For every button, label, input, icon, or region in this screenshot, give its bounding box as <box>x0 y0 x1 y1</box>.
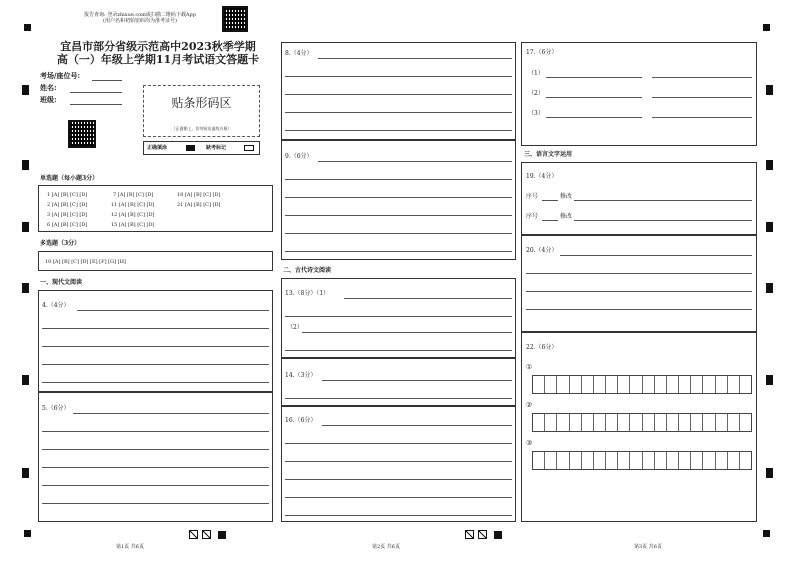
page-mark <box>494 531 502 539</box>
answer-line[interactable] <box>285 233 512 234</box>
answer-line[interactable] <box>302 332 512 333</box>
answer-line[interactable] <box>574 200 752 201</box>
choice-item[interactable]: 7 [A] [B] [C] [D] <box>113 192 154 198</box>
answer-line[interactable] <box>42 467 269 468</box>
q20-box <box>521 235 757 332</box>
answer-line[interactable] <box>285 461 512 462</box>
name-field[interactable] <box>70 92 122 93</box>
q19-box <box>521 162 757 235</box>
q13-label: 13.（8分）（1） <box>285 290 330 297</box>
answer-line[interactable] <box>652 117 752 118</box>
corner-mark <box>763 24 770 31</box>
class-label: 班级: <box>40 95 57 104</box>
timing-mark <box>766 283 773 293</box>
class-field[interactable] <box>70 104 122 105</box>
timing-mark <box>766 468 773 478</box>
barcode-note: （正面朝上，切勿贴出虚线方框） <box>171 126 232 131</box>
q4-label: 4.（4分） <box>42 302 70 309</box>
writing-grid[interactable] <box>532 413 752 432</box>
timing-mark <box>766 222 773 232</box>
choice-item[interactable]: 12 [A] [B] [C] [D] <box>111 212 155 218</box>
student-qr-icon <box>68 120 96 148</box>
choice-item[interactable]: 11 [A] [B] [C] [D] <box>111 202 155 208</box>
answer-line[interactable] <box>285 350 512 351</box>
report-notice-line2: (用户名和初始密码均为准考证号) <box>103 18 177 24</box>
q5-label: 5.（6分） <box>42 405 70 412</box>
timing-mark <box>22 160 29 170</box>
corner-mark <box>24 530 31 537</box>
single-choice-box <box>38 185 273 232</box>
report-notice <box>60 12 220 24</box>
q16-label: 16.（6分） <box>285 417 317 424</box>
choice-item[interactable]: 3 [A] [B] [C] [D] <box>47 212 88 218</box>
answer-line[interactable] <box>285 197 512 198</box>
single-choice-title: 单选题（每小题3分） <box>40 175 99 182</box>
corner-mark <box>24 24 31 31</box>
answer-line[interactable] <box>652 77 752 78</box>
q13-2-label: （2） <box>287 324 303 331</box>
multi-choice-row[interactable]: 10 [A] [B] [C] [D] [E] [F] [G] [H] <box>45 259 126 265</box>
answer-line[interactable] <box>285 497 512 498</box>
barcode-area <box>143 85 260 137</box>
q22-box <box>521 332 757 522</box>
q22-2-label: ② <box>526 401 533 409</box>
hatch-mark-icon <box>202 530 211 539</box>
barcode-label: 贴条形码区 <box>171 96 232 110</box>
answer-line[interactable] <box>546 97 642 98</box>
q9-box <box>281 140 516 260</box>
answer-line[interactable] <box>42 431 269 432</box>
answer-line[interactable] <box>322 425 512 426</box>
writing-grid[interactable] <box>532 375 752 394</box>
q9-label: 9.（6分） <box>285 153 313 160</box>
timing-mark <box>766 375 773 385</box>
q19-seq1-label: 序号 <box>526 193 539 200</box>
name-label: 姓名: <box>40 83 57 92</box>
absent-checkbox[interactable] <box>244 145 254 151</box>
writing-grid[interactable] <box>532 451 752 470</box>
answer-line[interactable] <box>285 76 512 77</box>
choice-item[interactable]: 21 [A] [B] [C] [D] <box>177 202 221 208</box>
answer-line[interactable] <box>285 316 512 317</box>
answer-line[interactable] <box>285 179 512 180</box>
multi-choice-box <box>38 251 273 271</box>
answer-line[interactable] <box>574 220 752 221</box>
report-notice-line1: 报告查询: 登录zhixue.com或扫描二维码下载App <box>84 12 196 18</box>
q4-box <box>38 290 273 392</box>
q19-fix1-label: 修改 <box>560 193 573 200</box>
answer-line[interactable] <box>42 449 269 450</box>
choice-item[interactable]: 18 [A] [B] [C] [D] <box>177 192 221 198</box>
q22-3-label: ③ <box>526 439 533 447</box>
q17-2-label: （2） <box>528 90 544 97</box>
hatch-mark-icon <box>189 530 198 539</box>
answer-line[interactable] <box>560 255 752 256</box>
q19-seq2-label: 序号 <box>526 213 539 220</box>
hatch-mark-icon <box>465 530 474 539</box>
fill-legend <box>143 141 260 155</box>
q19-fix2-label: 修改 <box>560 213 573 220</box>
answer-line[interactable] <box>546 77 642 78</box>
q5-box <box>38 392 273 522</box>
timing-mark <box>766 160 773 170</box>
answer-line[interactable] <box>318 58 512 59</box>
answer-line[interactable] <box>285 112 512 113</box>
correct-fill-label: 正确填涂 <box>147 145 168 151</box>
exam-seat-label: 考场/座位号: <box>40 71 81 80</box>
choice-item[interactable]: 2 [A] [B] [C] [D] <box>47 202 88 208</box>
timing-mark <box>22 375 29 385</box>
q22-label: 22.（6分） <box>526 344 558 351</box>
answer-line[interactable] <box>42 503 269 504</box>
q8-box <box>281 42 516 140</box>
timing-mark <box>22 283 29 293</box>
answer-line[interactable] <box>542 200 558 201</box>
hatch-mark-icon <box>478 530 487 539</box>
choice-item[interactable]: 6 [A] [B] [C] [D] <box>47 222 88 228</box>
answer-line[interactable] <box>77 310 269 311</box>
choice-item[interactable]: 1 [A] [B] [C] [D] <box>47 192 88 198</box>
q14-label: 14.（3分） <box>285 372 317 379</box>
timing-mark <box>22 222 29 232</box>
q19-label: 19.（4分） <box>526 173 558 180</box>
corner-mark <box>763 530 770 537</box>
answer-line[interactable] <box>73 413 269 414</box>
answer-line[interactable] <box>322 380 512 381</box>
choice-item[interactable]: 15 [A] [B] [C] [D] <box>111 222 155 228</box>
multi-choice-title: 多选题（3分） <box>40 240 81 247</box>
timing-mark <box>766 85 773 95</box>
exam-seat-field[interactable] <box>92 80 122 81</box>
answer-line[interactable] <box>42 364 269 365</box>
page-mark <box>218 531 226 539</box>
answer-line[interactable] <box>546 117 642 118</box>
q17-1-label: （1） <box>528 70 544 77</box>
answer-line[interactable] <box>652 97 752 98</box>
q17-3-label: （3） <box>528 110 544 117</box>
section-modern-reading: 一、现代文阅读 <box>40 279 83 286</box>
answer-line[interactable] <box>285 479 512 480</box>
page-number-3: 第3页 共6页 <box>634 544 662 550</box>
answer-line[interactable] <box>285 515 512 516</box>
answer-line[interactable] <box>285 215 512 216</box>
answer-line[interactable] <box>42 382 269 383</box>
answer-line[interactable] <box>542 220 558 221</box>
title-line1: 宜昌市部分省级示范高中2023秋季学期 <box>60 40 256 53</box>
page-number-2: 第2页 共6页 <box>372 544 400 550</box>
section-classical-reading: 二、古代诗文阅读 <box>283 267 332 274</box>
timing-mark <box>22 468 29 478</box>
q13-box <box>281 278 516 358</box>
q14-box <box>281 358 516 406</box>
q17-label: 17.（6分） <box>526 49 558 56</box>
title-line2: 高（一）年级上学期11月考试语文答题卡 <box>56 53 260 66</box>
q22-1-label: ① <box>526 363 533 371</box>
section-language-use: 三、语言文字运用 <box>524 151 573 158</box>
page-number-1: 第1页 共6页 <box>116 544 144 550</box>
answer-line[interactable] <box>285 130 512 131</box>
q8-label: 8.（4分） <box>285 50 313 57</box>
answer-line[interactable] <box>285 94 512 95</box>
answer-line[interactable] <box>42 328 269 329</box>
filled-box-icon <box>186 145 195 151</box>
answer-line[interactable] <box>42 346 269 347</box>
answer-line[interactable] <box>318 161 512 162</box>
q17-box <box>521 42 757 146</box>
answer-line[interactable] <box>42 485 269 486</box>
absent-mark-label: 缺考标记 <box>206 145 227 151</box>
answer-line[interactable] <box>526 291 752 292</box>
answer-line[interactable] <box>526 309 752 310</box>
timing-mark <box>22 85 29 95</box>
answer-line[interactable] <box>285 251 512 252</box>
answer-line[interactable] <box>344 298 512 299</box>
answer-line[interactable] <box>285 398 512 399</box>
answer-line[interactable] <box>526 273 752 274</box>
q20-label: 20.（4分） <box>526 247 558 254</box>
page-title <box>38 40 278 66</box>
answer-line[interactable] <box>285 443 512 444</box>
q16-box <box>281 406 516 522</box>
qr-code-icon <box>222 6 248 32</box>
